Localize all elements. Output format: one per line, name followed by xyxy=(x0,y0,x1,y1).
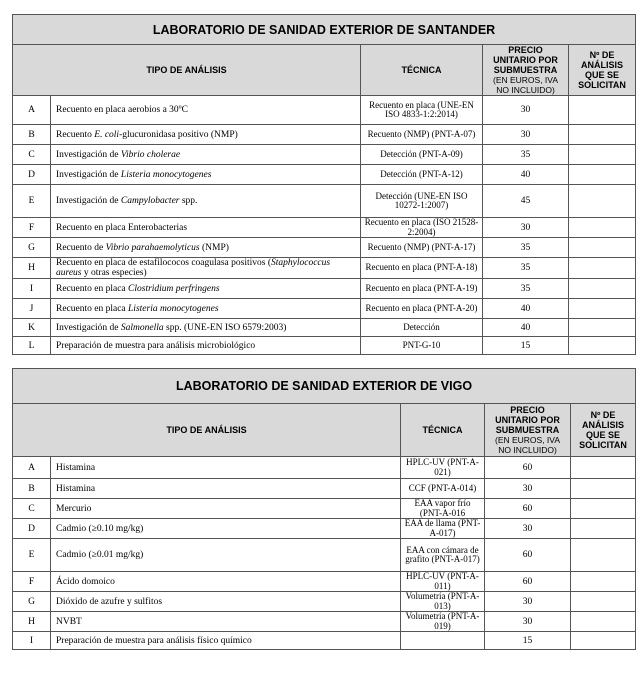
santander-table xyxy=(12,14,636,355)
row-technique: EAA vapor frío (PNT-A-016 xyxy=(401,499,485,519)
row-technique: Volumetría (PNT-A-013) xyxy=(401,592,485,612)
row-technique: Recuento en placa (PNT-A-20) xyxy=(361,299,483,319)
table-row xyxy=(13,632,636,650)
row-quantity-cell xyxy=(569,337,636,355)
table-row xyxy=(13,592,636,612)
row-quantity-cell xyxy=(571,519,636,539)
row-technique: Detección xyxy=(361,319,483,337)
row-code: I xyxy=(13,279,51,299)
table-row xyxy=(13,572,636,592)
row-price: 30 xyxy=(483,125,569,145)
row-price: 15 xyxy=(485,632,571,650)
row-quantity-cell xyxy=(571,592,636,612)
row-technique: Detección (PNT-A-09) xyxy=(361,145,483,165)
row-price: 30 xyxy=(485,592,571,612)
row-quantity-cell xyxy=(571,612,636,632)
row-price: 35 xyxy=(483,258,569,279)
vigo-header-row xyxy=(13,404,636,457)
table-row xyxy=(13,519,636,539)
row-technique: Volumetría (PNT-A-019) xyxy=(401,612,485,632)
row-description: Ácido domoico xyxy=(51,572,401,592)
table-row xyxy=(13,337,636,355)
row-price: 15 xyxy=(483,337,569,355)
row-price: 40 xyxy=(483,165,569,185)
row-code: D xyxy=(13,165,51,185)
row-price: 60 xyxy=(485,572,571,592)
row-code: H xyxy=(13,258,51,279)
table-row xyxy=(13,479,636,499)
row-technique: Recuento (NMP) (PNT-A-07) xyxy=(361,125,483,145)
row-quantity-cell xyxy=(569,96,636,125)
row-code: E xyxy=(13,185,51,218)
row-technique: Recuento en placa (PNT-A-19) xyxy=(361,279,483,299)
header-tipo: TIPO DE ANÁLISIS xyxy=(13,45,361,96)
table-row xyxy=(13,165,636,185)
row-code: B xyxy=(13,479,51,499)
row-description: NVBT xyxy=(51,612,401,632)
row-description: Investigación de Vibrio cholerae xyxy=(51,145,361,165)
header-tecnica: TÉCNICA xyxy=(361,45,483,96)
table-row xyxy=(13,185,636,218)
table-row xyxy=(13,258,636,279)
row-description: Investigación de Campylobacter spp. xyxy=(51,185,361,218)
table-row xyxy=(13,125,636,145)
row-description: Histamina xyxy=(51,479,401,499)
row-code: L xyxy=(13,337,51,355)
row-code: A xyxy=(13,96,51,125)
row-quantity-cell xyxy=(569,279,636,299)
row-technique: EAA de llama (PNT-A-017) xyxy=(401,519,485,539)
table-row xyxy=(13,145,636,165)
row-price: 60 xyxy=(485,539,571,572)
row-code: I xyxy=(13,632,51,650)
row-description: Dióxido de azufre y sulfitos xyxy=(51,592,401,612)
santander-title: LABORATORIO DE SANIDAD EXTERIOR DE SANTANDER xyxy=(13,15,636,45)
row-description: Preparación de muestra para análisis físico químico xyxy=(51,632,401,650)
row-code: G xyxy=(13,238,51,258)
row-price: 30 xyxy=(485,612,571,632)
row-quantity-cell xyxy=(571,572,636,592)
row-quantity-cell xyxy=(571,457,636,479)
row-technique: Recuento en placa (ISO 21528-2:2004) xyxy=(361,218,483,238)
row-code: A xyxy=(13,457,51,479)
row-code: E xyxy=(13,539,51,572)
table-row xyxy=(13,499,636,519)
row-price: 35 xyxy=(483,279,569,299)
row-quantity-cell xyxy=(569,319,636,337)
row-price: 30 xyxy=(483,96,569,125)
header-precio-note: (EN EUROS, IVA NO INCLUIDO) xyxy=(494,435,561,455)
row-price: 45 xyxy=(483,185,569,218)
row-technique: Detección (PNT-A-12) xyxy=(361,165,483,185)
row-quantity-cell xyxy=(569,238,636,258)
row-price: 60 xyxy=(485,457,571,479)
row-technique: Recuento (NMP) (PNT-A-17) xyxy=(361,238,483,258)
row-code: F xyxy=(13,218,51,238)
row-code: C xyxy=(13,145,51,165)
row-technique: CCF (PNT-A-014) xyxy=(401,479,485,499)
header-num: Nº DE ANÁLISIS QUE SE SOLICITAN xyxy=(571,404,636,457)
row-technique: Detección (UNE-EN ISO 10272-1:2007) xyxy=(361,185,483,218)
header-precio xyxy=(483,45,569,96)
row-quantity-cell xyxy=(569,218,636,238)
row-description: Recuento en placa aerobios a 30ºC xyxy=(51,96,361,125)
row-technique xyxy=(401,632,485,650)
table-row xyxy=(13,238,636,258)
row-quantity-cell xyxy=(571,539,636,572)
row-quantity-cell xyxy=(571,479,636,499)
row-description: Recuento en placa Clostridium perfringens xyxy=(51,279,361,299)
row-technique: EAA con cámara de grafito (PNT-A-017) xyxy=(401,539,485,572)
header-precio-label: PRECIO UNITARIO POR SUBMUESTRA xyxy=(493,45,558,75)
row-price: 60 xyxy=(485,499,571,519)
row-quantity-cell xyxy=(569,165,636,185)
vigo-title: LABORATORIO DE SANIDAD EXTERIOR DE VIGO xyxy=(13,369,636,404)
row-quantity-cell xyxy=(571,499,636,519)
header-tecnica: TÉCNICA xyxy=(401,404,485,457)
row-description: Investigación de Listeria monocytogenes xyxy=(51,165,361,185)
santander-header-row xyxy=(13,45,636,96)
row-description: Cadmio (≥0.01 mg/kg) xyxy=(51,539,401,572)
row-price: 40 xyxy=(483,299,569,319)
table-row xyxy=(13,457,636,479)
row-technique: PNT-G-10 xyxy=(361,337,483,355)
header-tipo: TIPO DE ANÁLISIS xyxy=(13,404,401,457)
row-description: Histamina xyxy=(51,457,401,479)
row-code: G xyxy=(13,592,51,612)
row-description: Recuento de Vibrio parahaemolyticus (NMP) xyxy=(51,238,361,258)
row-code: K xyxy=(13,319,51,337)
header-precio xyxy=(485,404,571,457)
row-price: 30 xyxy=(485,519,571,539)
row-code: C xyxy=(13,499,51,519)
row-technique: HPLC-UV (PNT-A-011) xyxy=(401,572,485,592)
header-num: Nº DE ANÁLISIS QUE SE SOLICITAN xyxy=(569,45,636,96)
row-code: J xyxy=(13,299,51,319)
table-row xyxy=(13,96,636,125)
table-row xyxy=(13,218,636,238)
row-description: Mercurio xyxy=(51,499,401,519)
row-price: 30 xyxy=(483,218,569,238)
row-technique: HPLC-UV (PNT-A-021) xyxy=(401,457,485,479)
table-row xyxy=(13,539,636,572)
row-description: Recuento en placa Listeria monocytogenes xyxy=(51,299,361,319)
row-price: 35 xyxy=(483,145,569,165)
row-price: 40 xyxy=(483,319,569,337)
row-description: Recuento en placa de estafilococos coagulasa positivos (Staphylococcus aureus y otras especies) xyxy=(51,258,361,279)
table-row xyxy=(13,612,636,632)
row-description: Cadmio (≥0.10 mg/kg) xyxy=(51,519,401,539)
vigo-table xyxy=(12,368,636,650)
row-technique: Recuento en placa (PNT-A-18) xyxy=(361,258,483,279)
row-description: Preparación de muestra para análisis microbiológico xyxy=(51,337,361,355)
table-row xyxy=(13,319,636,337)
row-code: D xyxy=(13,519,51,539)
row-price: 30 xyxy=(485,479,571,499)
row-quantity-cell xyxy=(569,125,636,145)
row-code: F xyxy=(13,572,51,592)
row-code: H xyxy=(13,612,51,632)
row-quantity-cell xyxy=(571,632,636,650)
row-description: Recuento en placa Enterobacterias xyxy=(51,218,361,238)
row-price: 35 xyxy=(483,238,569,258)
row-quantity-cell xyxy=(569,299,636,319)
row-description: Investigación de Salmonella spp. (UNE-EN ISO 6579:2003) xyxy=(51,319,361,337)
header-precio-note: (EN EUROS, IVA NO INCLUIDO) xyxy=(492,75,559,95)
header-precio-label: PRECIO UNITARIO POR SUBMUESTRA xyxy=(495,405,560,435)
row-description: Recuento E. coli-glucuronidasa positivo (NMP) xyxy=(51,125,361,145)
table-row xyxy=(13,299,636,319)
row-technique: Recuento en placa (UNE-EN ISO 4833-1:2:2014) xyxy=(361,96,483,125)
table-row xyxy=(13,279,636,299)
row-quantity-cell xyxy=(569,145,636,165)
row-quantity-cell xyxy=(569,185,636,218)
row-quantity-cell xyxy=(569,258,636,279)
row-code: B xyxy=(13,125,51,145)
